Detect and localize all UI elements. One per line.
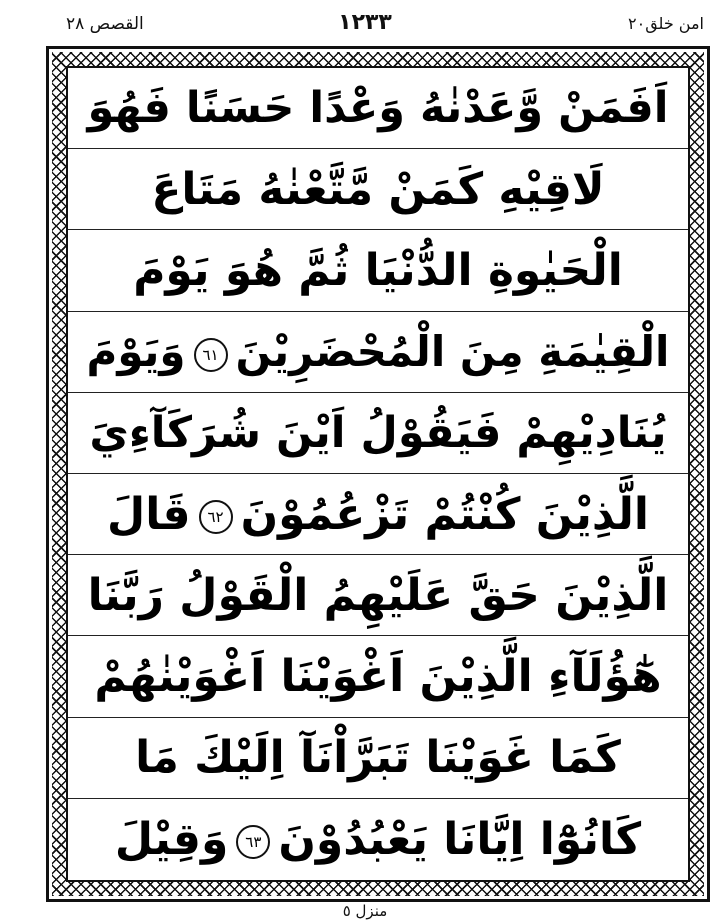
- ayah-number-marker: ٦١: [194, 338, 228, 372]
- text-line: [68, 230, 688, 311]
- page-header: [0, 0, 728, 46]
- text-line: [68, 555, 688, 636]
- verse-segment: هٰٓؤُلَآءِ الَّذِيْنَ اَغْوَيْنَا اَغْوَيْنٰهُمْ: [94, 650, 662, 702]
- verse-text: [87, 83, 668, 133]
- verse-segment: اَفَمَنْ وَّعَدْنٰهُ وَعْدًا حَسَنًا فَهُوَ: [87, 83, 669, 134]
- verse-segment: يُنَادِيْهِمْ فَيَقُوْلُ اَيْنَ شُرَكَآءِيَ: [89, 407, 667, 458]
- verse-segment: وَقِيْلَ: [114, 813, 229, 865]
- verse-text: [133, 245, 623, 296]
- verse-text: [115, 814, 641, 865]
- text-line: [68, 149, 688, 230]
- text-line: [68, 393, 688, 474]
- text-line: [68, 474, 688, 555]
- verse-segment: كَانُوْٓا اِيَّانَا يَعْبُدُوْنَ: [278, 813, 642, 865]
- verse-segment: وَيَوْمَ: [86, 327, 186, 377]
- manzil-label: منزل ٥: [342, 902, 388, 920]
- surah-name: القصص ٢٨: [66, 14, 144, 34]
- verse-text: [88, 570, 669, 621]
- verse-segment: لَاقِيْهِ كَمَنْ مَّتَّعْنٰهُ مَتَاعَ: [151, 163, 605, 215]
- verse-text: [107, 489, 649, 540]
- juz-name: امن خلق٢٠: [628, 14, 704, 33]
- text-line: [68, 68, 688, 149]
- quran-text-lines: [68, 68, 688, 880]
- verse-text: [151, 164, 604, 215]
- text-line: [68, 312, 688, 393]
- verse-segment: قَالَ: [107, 488, 191, 540]
- text-line: [68, 636, 688, 717]
- ayah-number-marker: ٦٢: [199, 500, 233, 534]
- verse-segment: الَّذِيْنَ حَقَّ عَلَيْهِمُ الْقَوْلُ رَبَّنَا: [87, 569, 669, 621]
- page-number: ١٢٣٣: [338, 10, 392, 35]
- text-line: [68, 799, 688, 880]
- verse-segment: الْحَيٰوةِ الدُّنْيَا ثُمَّ هُوَ يَوْمَ: [133, 244, 623, 296]
- verse-text: [89, 408, 666, 458]
- verse-text: [87, 327, 670, 376]
- verse-segment: الَّذِيْنَ كُنْتُمْ تَزْعُمُوْنَ: [240, 488, 649, 540]
- verse-text: [94, 651, 661, 702]
- verse-segment: الْقِيٰمَةِ مِنَ الْمُحْضَرِيْنَ: [235, 327, 670, 377]
- text-line: [68, 718, 688, 799]
- verse-segment: كَمَا غَوَيْنَا تَبَرَّاْنَآ اِلَيْكَ مَا: [135, 732, 621, 784]
- ayah-number-marker: ٦٣: [236, 825, 270, 859]
- verse-text: [135, 732, 621, 783]
